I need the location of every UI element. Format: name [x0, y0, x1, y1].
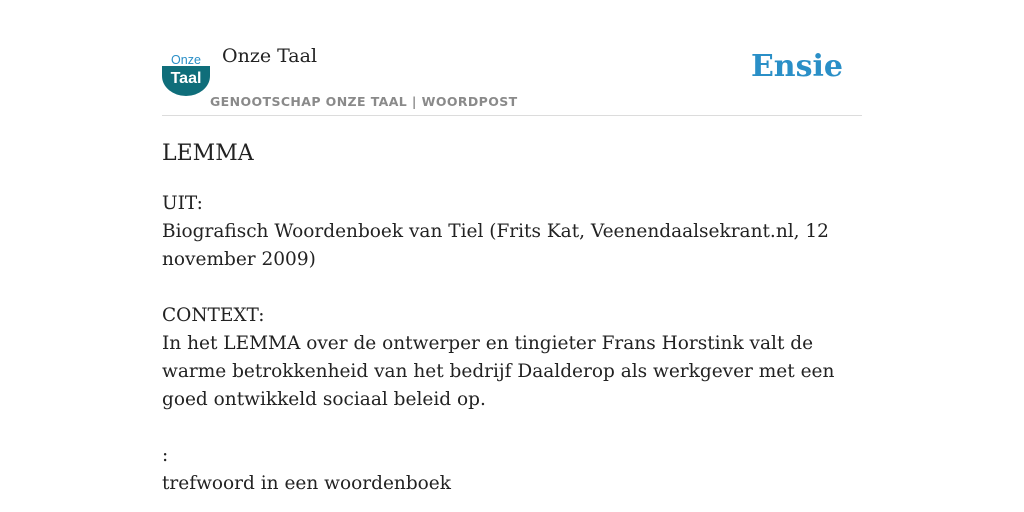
spacer	[162, 414, 864, 442]
site-name[interactable]: Onze Taal	[222, 45, 318, 67]
entry-title: LEMMA	[162, 141, 254, 166]
definition-text: trefwoord in een woordenboek	[162, 473, 451, 494]
header-divider	[162, 115, 862, 116]
onze-taal-logo[interactable]	[162, 52, 210, 96]
spacer	[162, 274, 864, 302]
definition-label: :	[162, 445, 169, 466]
site-subtitle: GENOOTSCHAP ONZE TAAL | WOORDPOST	[210, 94, 518, 109]
context-label: CONTEXT:	[162, 305, 265, 326]
entry-content	[162, 138, 864, 498]
context-text: In het LEMMA over de ontwerper en tingieter Frans Horstink valt de warme betrokkenheid van het bedrijf Daalderop als werkgever met een goed ontwikkeld sociaal beleid op.	[162, 333, 835, 410]
site-header	[162, 44, 862, 116]
ensie-brand-link[interactable]: Ensie	[750, 49, 843, 84]
source-label: UIT:	[162, 193, 203, 214]
logo-bottom-text: Taal	[170, 70, 202, 87]
logo-top-text: Onze	[171, 53, 201, 67]
source-text: Biografisch Woordenboek van Tiel (Frits Kat, Veenendaalsekrant.nl, 12 november 2009)	[162, 221, 829, 270]
